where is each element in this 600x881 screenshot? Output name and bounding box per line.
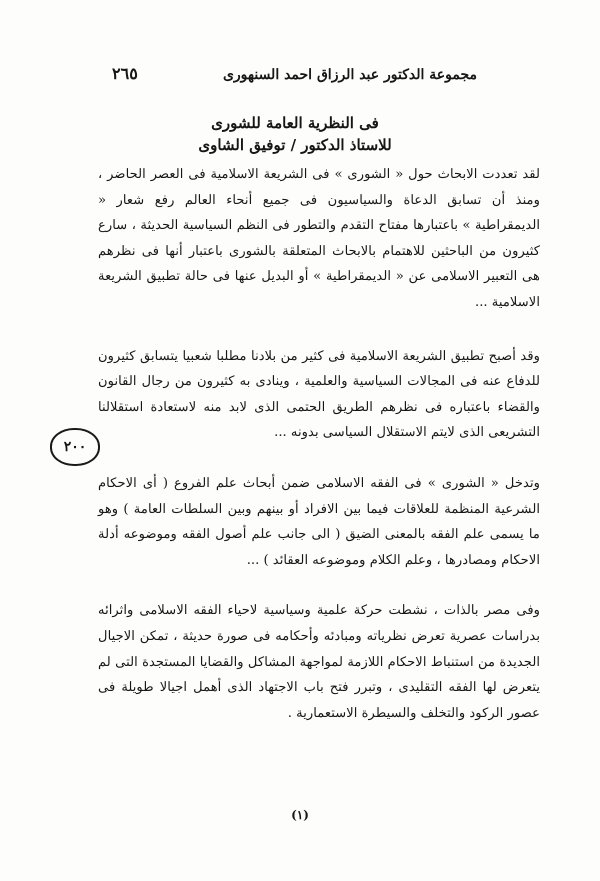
article-author: للاستاذ الدكتور / توفيق الشاوى	[198, 136, 392, 154]
paragraph: وتدخل « الشورى » فى الفقه الاسلامى ضمن أبحاث علم الفروع ( أى الاحكام الشرعية المنظمة للعلاقات فيما بين الافراد أو بينهم وبين السلطات العامة ) وهو ما يسمى علم الفقه بالمعنى الضيق ( الى جانب علم أصول الفقه وموضوعه أدلة الاحكام ومصادرها ، وعلم الكلام وموضوعه العقائد ) ...	[98, 475, 540, 568]
article-title: فى النظرية العامة للشورى	[211, 114, 379, 132]
header-page-number: ٢٦٥	[112, 64, 138, 83]
header-collection-title: مجموعة الدكتور عبد الرزاق احمد السنهورى	[222, 67, 477, 83]
paragraph: وفى مصر بالذات ، نشطت حركة علمية وسياسية لاحياء الفقه الاسلامى واثرائه بدراسات عصرية تعرض نظرياته ومبادئه وأحكامه فى صورة حديثة ، تمكن الاجيال الجديدة من استنباط الاحكام اللازمة لمواجهة المشاكل والقضايا المستجدة التى لم يتعرض لها الفقه التقليدى ، وتبرر فتح باب الاجتهاد الذى أهمل اجيالا طويلة فى عصور الركود والتخلف والسيطرة الاستعمارية .	[98, 603, 540, 721]
article-heading	[150, 112, 440, 156]
running-header	[112, 64, 477, 83]
paragraph: وقد أصبح تطبيق الشريعة الاسلامية فى كثير من بلادنا مطلبا شعبيا يتسابق كثيرون للدفاع عنه فى المجالات السياسية والعلمية ، وينادى به كثيرون من رجال القانون والقضاء باعتباره فى نظرهم الطريق الحتمى الذى لابد منه لاستعادة استقلالنا التشريعى الذى لايتم الاستقلال السياسى بدونه ...	[98, 348, 540, 441]
article-body	[98, 162, 540, 726]
original-page-number-badge: ٢٠٠	[50, 428, 100, 466]
footer-page-number: (١)	[291, 808, 309, 822]
paragraph: لقد تعددت الابحاث حول « الشورى » فى الشريعة الاسلامية فى العصر الحاضر ، ومنذ أن تسابق الدعاة والسياسيون فى جميع أنحاء العالم رفع شعار « الديمقراطية » باعتبارها مفتاح التقدم والتطور فى النظم السياسية الحديثة ، سارع كثيرون من الباحثين للاهتمام بالابحاث المتعلقة بالشورى باعتبار أنها فى نظرهم هى التعبير الاسلامى عن « الديمقراطية » أو البديل عنها فى حالة تطبيق الشريعة الاسلامية ...	[98, 167, 540, 310]
